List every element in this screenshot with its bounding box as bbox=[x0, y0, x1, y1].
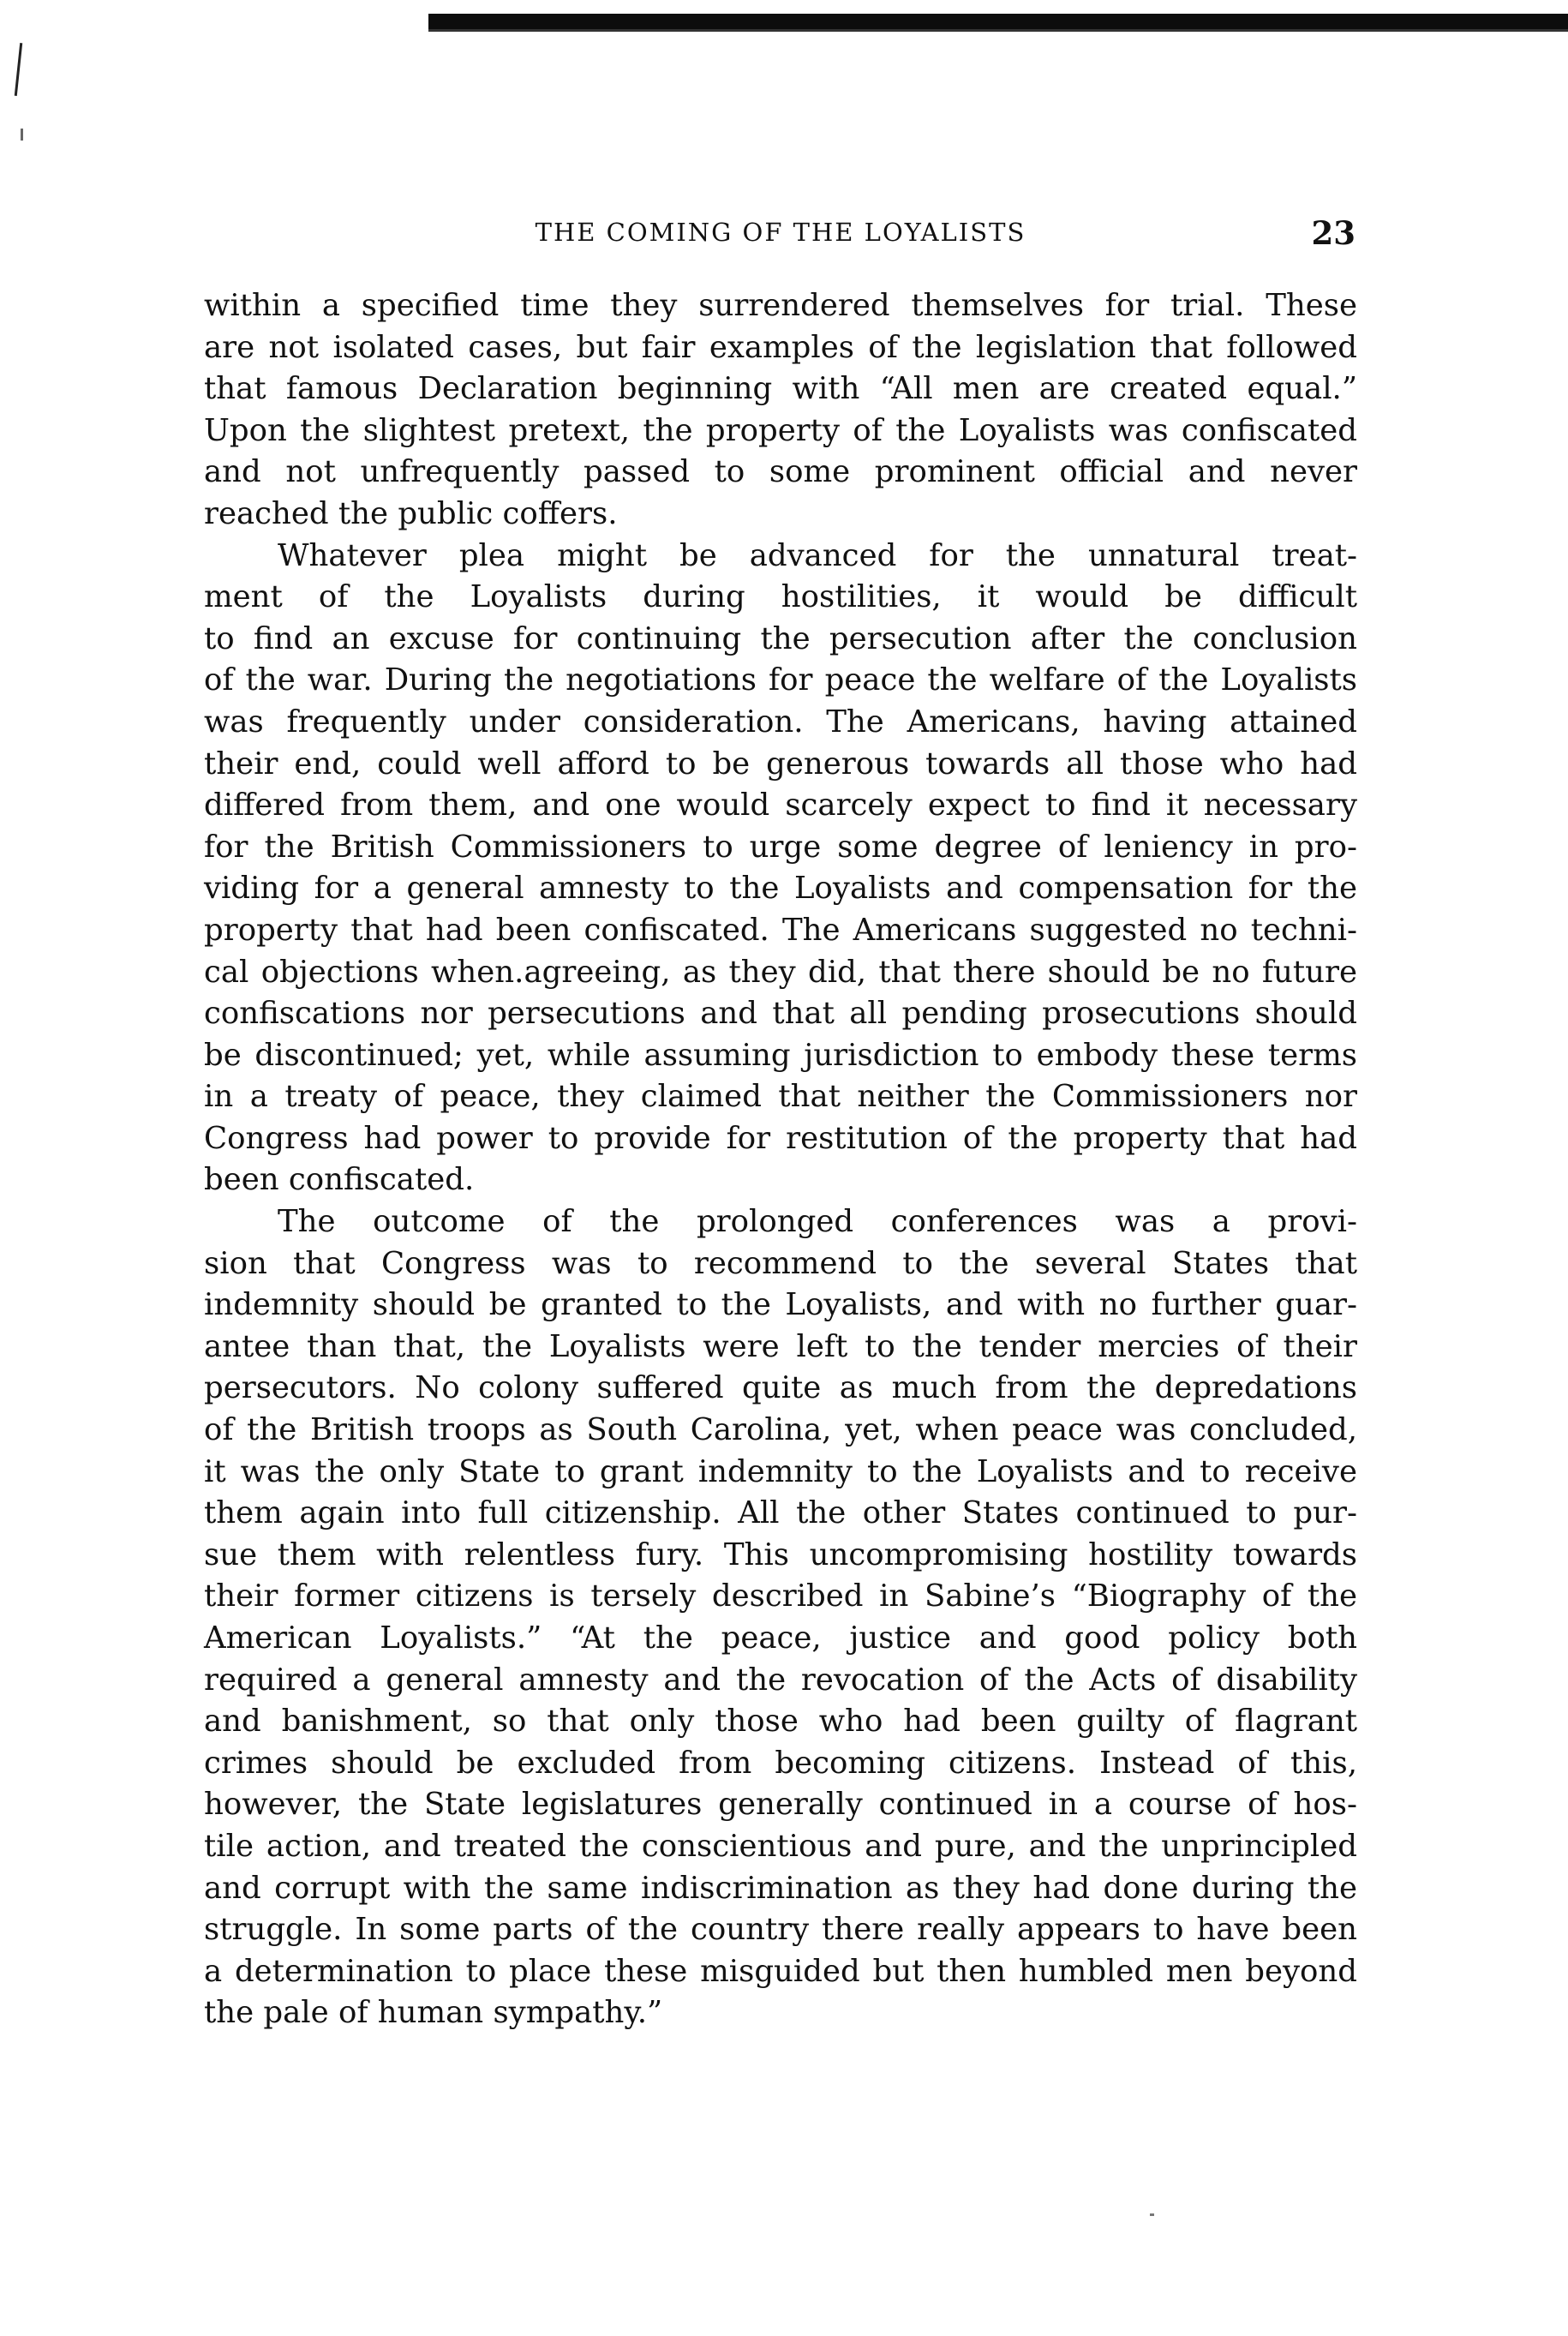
margin-dot bbox=[21, 129, 23, 141]
text-line: their former citizens is tersely described in Sabine’s “Biography of the bbox=[204, 1578, 1357, 1614]
text-line: differed from them, and one would scarcely expect to find it necessary bbox=[204, 788, 1357, 824]
text-line: for the British Commissioners to urge some degree of leniency in pro- bbox=[204, 829, 1357, 865]
text-line: in a treaty of peace, they claimed that neither the Commissioners nor bbox=[204, 1079, 1357, 1115]
text-line: to find an excuse for continuing the persecution after the conclusion bbox=[204, 620, 1357, 656]
text-line: crimes should be excluded from becoming citizens. Instead of this, bbox=[204, 1745, 1357, 1781]
text-line: Whatever plea might be advanced for the unnatural treat- bbox=[278, 537, 1357, 573]
text-line: persecutors. No colony suffered quite as much from the depredations bbox=[204, 1370, 1357, 1406]
page-number: 23 bbox=[1311, 214, 1356, 252]
margin-mark bbox=[15, 43, 22, 96]
text-line: American Loyalists.” “At the peace, justice and good policy both bbox=[204, 1620, 1357, 1656]
stray-mark bbox=[1150, 2213, 1154, 2216]
text-line: and corrupt with the same indiscrimination as they had done during the bbox=[204, 1870, 1357, 1906]
text-line: sion that Congress was to recommend to the several States that bbox=[204, 1245, 1357, 1281]
text-line: property that had been confiscated. The Americans suggested no techni- bbox=[204, 912, 1357, 948]
text-line: Upon the slightest pretext, the property of the Loyalists was confiscated bbox=[204, 412, 1357, 448]
text-line: required a general amnesty and the revocation of the Acts of disability bbox=[204, 1662, 1357, 1698]
text-line: be discontinued; yet, while assuming jurisdiction to embody these terms bbox=[204, 1037, 1357, 1073]
text-line: Congress had power to provide for restitution of the property that had bbox=[204, 1120, 1357, 1156]
text-line: are not isolated cases, but fair examples of the legislation that followed bbox=[204, 329, 1357, 365]
body-text bbox=[204, 285, 1357, 2034]
text-line: tile action, and treated the conscientious and pure, and the unprincipled bbox=[204, 1828, 1357, 1864]
text-line: struggle. In some parts of the country there really appears to have been bbox=[204, 1912, 1357, 1948]
top-rule-shadow bbox=[428, 29, 1568, 32]
text-line: of the British troops as South Carolina, yet, when peace was concluded, bbox=[204, 1412, 1357, 1448]
text-line: reached the public coffers. bbox=[204, 495, 618, 531]
text-line: ment of the Loyalists during hostilities, it would be difficult bbox=[204, 579, 1357, 615]
text-line: The outcome of the prolonged conferences was a provi- bbox=[278, 1204, 1357, 1240]
text-line: and banishment, so that only those who had been guilty of flagrant bbox=[204, 1704, 1357, 1740]
running-title: THE COMING OF THE LOYALISTS bbox=[535, 218, 1026, 247]
text-line: their end, could well afford to be generous towards all those who had bbox=[204, 746, 1357, 782]
text-line: that famous Declaration beginning with “All men are created equal.” bbox=[204, 371, 1357, 407]
text-line: a determination to place these misguided but then humbled men beyond bbox=[204, 1953, 1357, 1989]
text-line: cal objections when.agreeing, as they did, that there should be no future bbox=[204, 954, 1357, 990]
text-line: of the war. During the negotiations for peace the welfare of the Loyalists bbox=[204, 662, 1357, 698]
top-rule bbox=[428, 14, 1568, 29]
text-line: been confiscated. bbox=[204, 1162, 475, 1198]
text-line: confiscations nor persecutions and that all pending prosecutions should bbox=[204, 996, 1357, 1032]
running-head bbox=[206, 214, 1356, 257]
text-line: was frequently under consideration. The Americans, having attained bbox=[204, 704, 1357, 740]
text-line: however, the State legislatures generally continued in a course of hos- bbox=[204, 1787, 1357, 1823]
text-line: them again into full citizenship. All the other States continued to pur- bbox=[204, 1495, 1357, 1531]
text-line: indemnity should be granted to the Loyalists, and with no further guar- bbox=[204, 1287, 1357, 1323]
text-line: within a specified time they surrendered themselves for trial. These bbox=[204, 288, 1357, 323]
text-line: viding for a general amnesty to the Loyalists and compensation for the bbox=[204, 871, 1357, 907]
text-line: it was the only State to grant indemnity to the Loyalists and to receive bbox=[204, 1453, 1357, 1489]
text-line: sue them with relentless fury. This uncompromising hostility towards bbox=[204, 1536, 1357, 1572]
text-line: and not unfrequently passed to some prominent official and never bbox=[204, 454, 1357, 490]
text-line: antee than that, the Loyalists were left to the tender mercies of their bbox=[204, 1328, 1357, 1364]
text-line: the pale of human sympathy.” bbox=[204, 1995, 663, 2031]
